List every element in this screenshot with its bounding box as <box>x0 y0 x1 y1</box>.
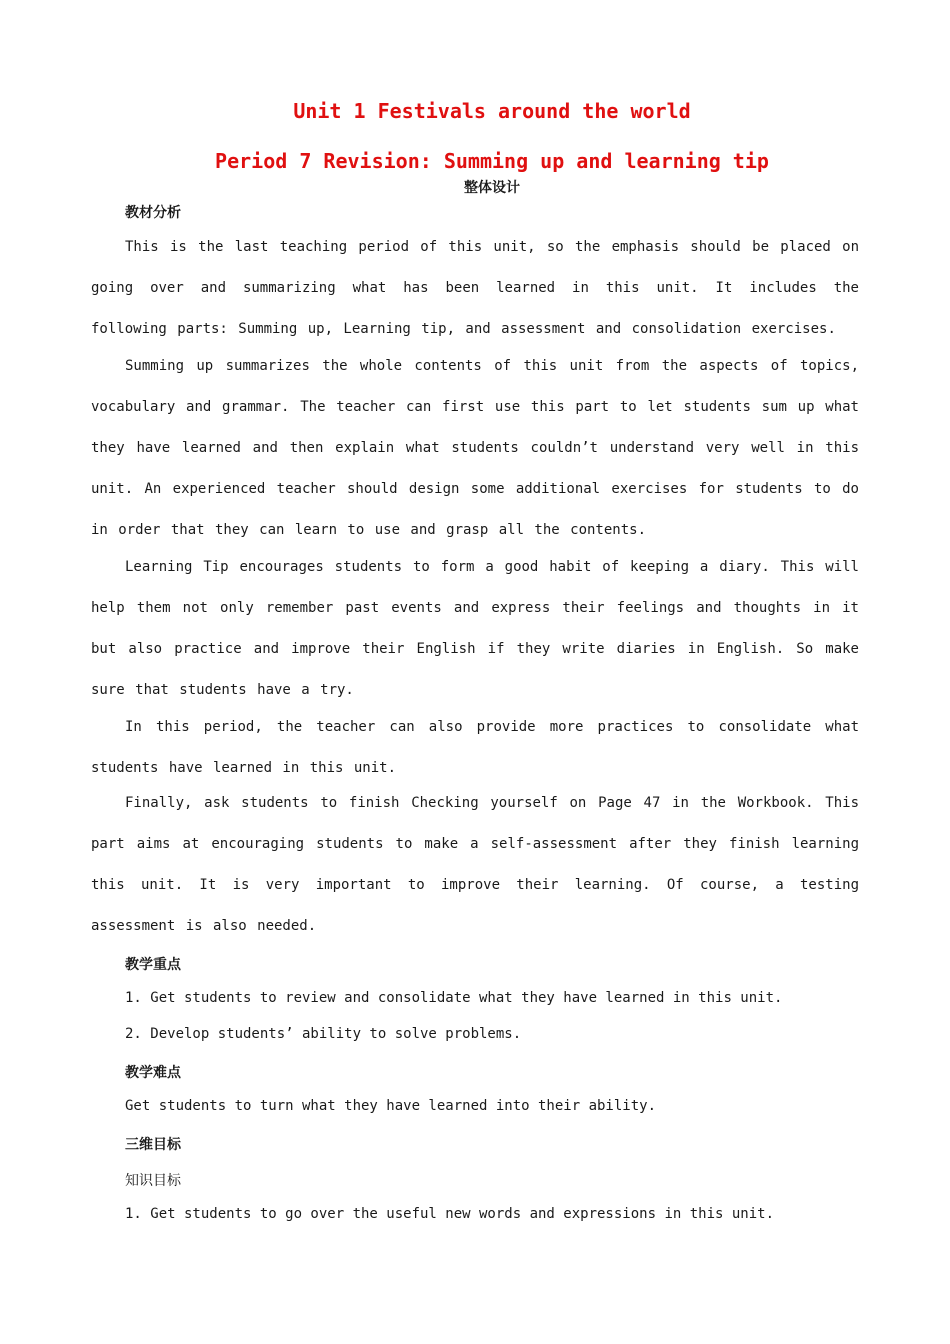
analysis-paragraph: This is the last teaching period of this unit, so the emphasis should be placed on going over and summarizing what has been learned in this unit. It includes the following parts: Summing up, Learning tip, and assessment and consolidation exercises. <box>91 239 859 337</box>
design-heading: 整体设计 <box>464 180 520 196</box>
knowledge-objective-heading: 知识目标 <box>125 1173 181 1189</box>
difficulties-heading: 教学难点 <box>125 1065 181 1081</box>
key-point-item: 1. Get students to review and consolidate what they have learned in this unit. <box>125 990 783 1006</box>
analysis-heading: 教材分析 <box>125 205 181 221</box>
key-points-heading: 教学重点 <box>125 957 181 973</box>
unit-title: Unit 1 Festivals around the world <box>293 99 691 123</box>
analysis-paragraph: Learning Tip encourages students to form a good habit of keeping a diary. This will help them not only remember past events and express their feelings and thoughts in it but also practice and improve their English if they write diaries in English. So make sure that students have a try. <box>91 559 859 698</box>
difficulties-text: Get students to turn what they have learned into their ability. <box>125 1098 657 1114</box>
objective-item: 1. Get students to go over the useful new words and expressions in this unit. <box>125 1206 775 1222</box>
objectives-heading: 三维目标 <box>125 1137 181 1153</box>
key-point-item: 2. Develop students’ ability to solve problems. <box>125 1026 522 1042</box>
analysis-paragraph: In this period, the teacher can also provide more practices to consolidate what students have learned in this unit. <box>91 719 859 776</box>
period-title: Period 7 Revision: Summing up and learning tip <box>215 149 769 173</box>
analysis-paragraph: Finally, ask students to finish Checking yourself on Page 47 in the Workbook. This part aims at encouraging students to make a self-assessment after they finish learning this unit. It is very important to improve their learning. Of course, a testing assessment is also needed. <box>91 795 859 934</box>
analysis-paragraph: Summing up summarizes the whole contents of this unit from the aspects of topics, vocabulary and grammar. The teacher can first use this part to let students sum up what they have learned and then explain what students couldn’t understand very well in this unit. An experienced teacher should design some additional exercises for students to do in order that they can learn to use and grasp all the contents. <box>91 358 859 538</box>
